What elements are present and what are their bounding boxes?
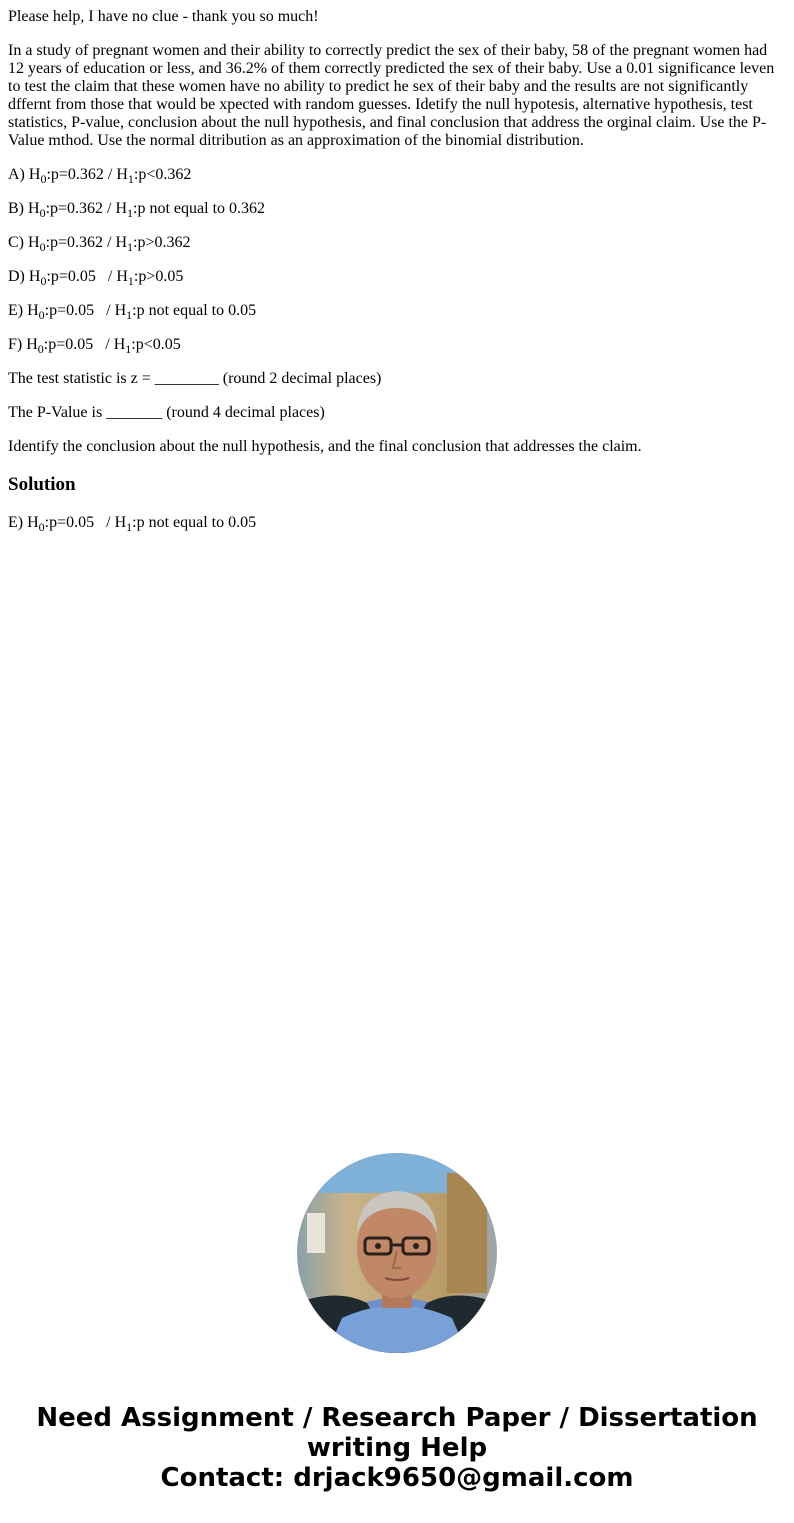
question-body: In a study of pregnant women and their ability to correctly predict the sex of their baby, 58 of the pregnant women had 12 years of education or less, and 36.2% of them correctly predicted the sex of their baby. Use a 0.01 significance leven to test the claim that these women have no ability to predict he sex of their baby and the results are not significantly dffernt from those that would be xpected with random guesses. Idetify the null hypotesis, alternative hypothesis, test statistics, P-value, conclusion about the null hypothesis, and final conclusion that address the orginal claim. Use the P-Value mthod. Use the normal ditribution as an approximation of the binomial distribution. bbox=[8, 42, 775, 149]
intro-text: Please help, I have no clue - thank you so much! bbox=[8, 8, 319, 25]
tutor-avatar bbox=[297, 1153, 497, 1353]
question-content bbox=[8, 0, 778, 548]
banner-line-1: Need Assignment / Research Paper / Dissertation bbox=[36, 1403, 758, 1433]
option-f: F) $H_0:p=0.05$ / $H_1:p<0.05$ bbox=[8, 336, 181, 357]
solution-heading: Solution bbox=[8, 474, 76, 495]
option-e: E) $H_0:p=0.05$ / $H_1:p$ not equal to 0.05 bbox=[8, 302, 257, 323]
banner-line-2: writing Help bbox=[306, 1433, 488, 1463]
help-banner bbox=[0, 1403, 794, 1493]
solution-answer: E) $H_0:p=0.05$ / $H_1:p$ not equal to 0.05 bbox=[8, 514, 257, 535]
option-b: B) $H_0:p=0.362$ / $H_1:p$ not equal to 0.362 bbox=[8, 200, 266, 221]
option-c: C) $H_0:p=0.362$ / $H_1:p>0.362$ bbox=[8, 234, 191, 255]
tutor-portrait-image bbox=[297, 1153, 497, 1353]
banner-contact: Contact: drjack9650@gmail.com bbox=[160, 1463, 634, 1493]
p-value-prompt: The P-Value is _______ (round 4 decimal places) bbox=[8, 404, 325, 421]
conclusion-prompt: Identify the conclusion about the null hypothesis, and the final conclusion that addresses the claim. bbox=[8, 438, 642, 455]
option-d: D) $H_0:p=0.05$ / $H_1:p>0.05$ bbox=[8, 268, 184, 289]
option-a: A) $H_0:p=0.362$ / $H_1:p<0.362$ bbox=[8, 166, 192, 187]
test-statistic-prompt: The test statistic is z = ________ (round 2 decimal places) bbox=[8, 370, 382, 387]
